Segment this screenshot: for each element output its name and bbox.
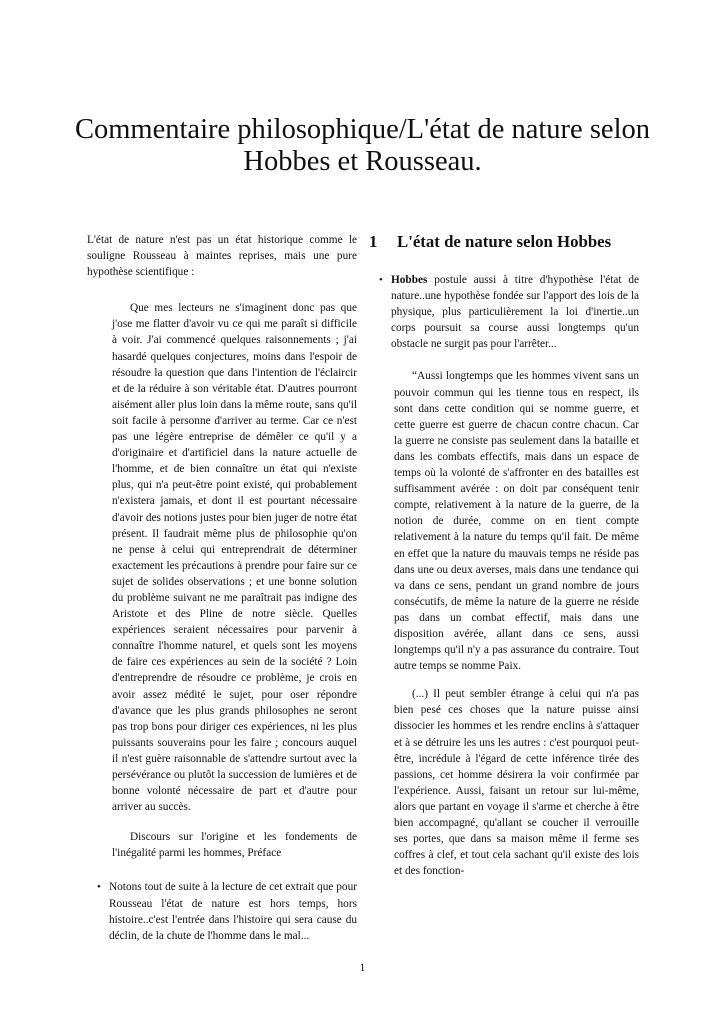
rousseau-quote-source: Discours sur l'origine et les fondements de l'inégalité parmi les hommes, Préface: [112, 831, 357, 860]
bullet-strong-term: Hobbes: [391, 274, 428, 286]
section-title: L'état de nature selon Hobbes: [397, 232, 612, 251]
bullet-text-rest: postule aussi à titre d'hypothèse l'état de nature..une hypothèse fondée sur l'apport des lois de la physique, plus particulièrement la loi d'inertie..un corps poursuit sa course aussi longtemps qu'un obstacle ne surgit pas pour l'arrêter...: [391, 274, 639, 351]
bullet-text: [391, 272, 639, 352]
hobbes-quote-part-1: “Aussi longtemps que les hommes vivent sans un pouvoir commun qui les tienne tous en respect, ils sont dans cette condition qui se nomme guerre, et cette guerre est guerre de chacun contre chacun. Car la guerre ne consiste pas seulement dans la bataille et dans les combats effectifs, mais dans un espace de temps où la volonté de s'affronter en des batailles est suffisamment avérée : on doit par conséquent tenir compte, relativement à la nature de la guerre, de la notion de durée, comme on en tient compte relativement à la nature du temps qu'il fait. De même en effet que la nature du mauvais temps ne réside pas dans une ou deux averses, mais dans une tendance qui va dans ce sens, pendant un grand nombre de jours consécutifs, de même la nature de la guerre ne réside pas dans un combat effectif, mais dans une disposition avérée, allant dans ce sens, aussi longtemps qu'il n'y a pas assurance du contraire. Tout autre temps se nomme Paix.: [394, 370, 639, 673]
hobbes-quote: [394, 368, 639, 879]
page-number: 1: [359, 962, 366, 974]
list-item: [87, 879, 357, 943]
right-column: [369, 232, 639, 879]
rousseau-quote-text: Que mes lecteurs ne s'imaginent donc pas que j'ose me flatter d'avoir vu ce qui me paraît si difficile à voir. J'ai commencé quelques raisonnements ; j'ai hasardé quelques conjectures, moins dans l'espoir de résoudre la question que dans l'intention de l'éclaircir et de la réduire à son véritable état. D'autres pourront aisément aller plus loin dans la même route, sans qu'il soit facile à personne d'arriver au terme. Car ce n'est pas une légère entreprise de démêler ce qu'il y a d'originaire et d'artificiel dans la nature actuelle de l'homme, et de bien connaître un état qui n'existe plus, qui n'a peut-être point existé, qui probablement n'existera jamais, et dont il est pourtant nécessaire d'avoir des notions justes pour bien juger de notre état présent. Il faudrait même plus de philosophie qu'on ne pense à celui qui entreprendrait de déterminer exactement les précautions à prendre pour faire sur ce sujet de solides observations ; et une bonne solution du problème suivant ne me paraîtrait pas indigne des Aristote et des Pline de notre siècle. Quelles expériences seraient nécessaires pour parvenir à connaître l'homme naturel, et quels sont les moyens de faire ces expériences au sein de la société ? Loin d'entreprendre de résoudre ce problème, je crois en avoir assez médité le sujet, pour oser répondre d'avance que les plus grands philosophes ne seront pas trop bons pour diriger ces expériences, ni les plus puissants souverains pour les faire ; concours auquel il n'est guère raisonnable de s'attendre surtout avec la persévérance ou plutôt la succession de lumières et de bonne volonté nécessaire de part et d'autre pour arriver au succès.: [112, 302, 357, 814]
document-title: Commentaire philosophique/L'état de nature selon Hobbes et Rousseau.: [75, 114, 650, 177]
left-column: [87, 232, 357, 944]
intro-paragraph: L'état de nature n'est pas un état historique comme le souligne Rousseau à maintes reprises, mais une pure hypothèse scientifique :: [87, 234, 357, 279]
section-number: 1: [369, 232, 378, 251]
bullet-icon: •: [97, 881, 101, 894]
section-heading: [369, 232, 639, 252]
rousseau-quote: [112, 300, 357, 861]
bullet-icon: •: [379, 274, 383, 286]
hobbes-quote-part-2: (...) Il peut sembler étrange à celui qui n'a pas bien pesé ces choses que la nature puisse ainsi dissocier les hommes et les rendre enclins à s'attaquer et à se détruire les uns les autres : c'est pourquoi peut-être, incrédule à l'égard de cette inférence tirée des passions, cet homme désirera la voir confirmée par l'expérience. Aussi, faisant un retour sur lui-même, alors que partant en voyage il s'arme et cherche à être bien accompagné, qu'allant se coucher il verrouille ses portes, que dans sa maison même il ferme ses coffres à clef, et tout cela sachant qu'il existe des lois et des fonction-: [394, 688, 639, 878]
bullet-text: Notons tout de suite à la lecture de cet extrait que pour Rousseau l'état de nature est hors temps, hors histoire..c'est l'entrée dans l'histoire qui sera cause du déclin, de la chute de l'homme dans le mal...: [109, 881, 357, 942]
list-item: [369, 272, 639, 352]
